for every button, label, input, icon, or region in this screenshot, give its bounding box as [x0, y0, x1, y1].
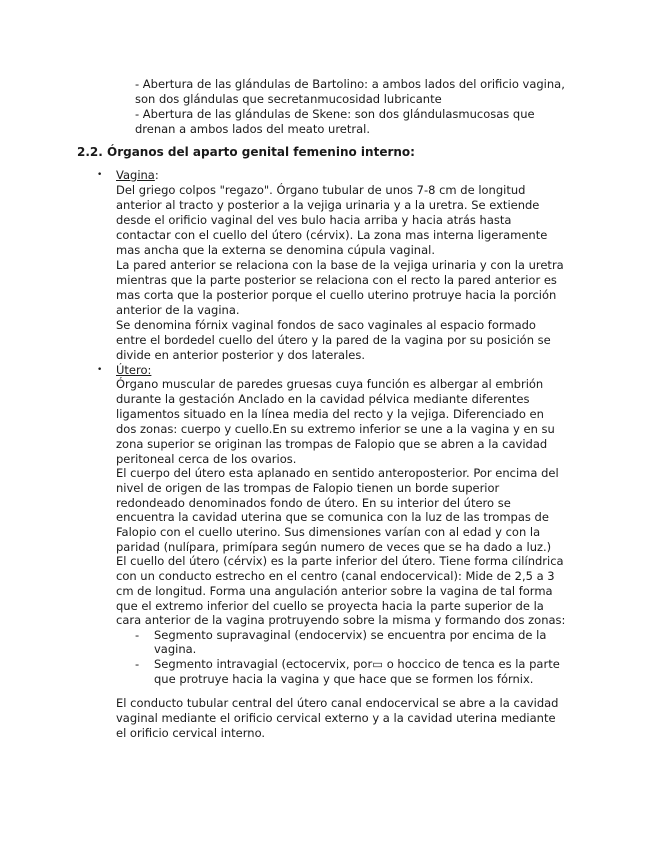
sub-item-line: Segmento intravagial (ectocervix, por▭ o hoccico de tenca es la parte: [154, 657, 560, 671]
bullet-icon: •: [97, 170, 103, 180]
closing-line: El conducto tubular central del útero canal endocervical se abre a la cavidad: [116, 696, 559, 710]
vagina-line: mientras que la parte posterior se relaciona con el recto la pared anterior es: [116, 273, 557, 287]
utero-line: Órgano muscular de paredes gruesas cuya función es albergar al embrión: [116, 377, 544, 391]
dash-icon: -: [135, 628, 140, 642]
utero-line: ligamentos situado en la línea media del recto y la vejiga. Diferenciado en: [116, 407, 544, 421]
vagina-line: Se denomina fórnix vaginal fondos de saco vaginales al espacio formado: [116, 318, 536, 332]
vagina-line: Del griego colpos "regazo". Órgano tubular de unos 7-8 cm de longitud: [116, 183, 526, 197]
utero-title: Útero:: [116, 363, 152, 377]
vagina-line: desde el orificio vaginal del ves bulo hacia arriba y hacia atrás hasta: [116, 213, 512, 227]
utero-line: con un conducto estrecho en el centro (canal endocervical): Mide de 2,5 a 3: [116, 569, 555, 583]
bullet-icon: •: [97, 365, 103, 375]
top-list-line: - Abertura de las glándulas de Skene: son dos glándulasmucosas que: [135, 107, 535, 121]
utero-line: cm de longitud. Forma una angulación anterior sobre la vagina de tal forma: [116, 584, 553, 598]
vagina-title-text: Vagina: [116, 168, 155, 182]
utero-line: zona superior se originan las trompas de Falopio que se abren a la cavidad: [116, 437, 548, 451]
utero-line: peritoneal cerca de los ovarios.: [116, 452, 297, 466]
utero-line: cara anterior de la vagina protruyendo sobre la misma y formando dos zonas:: [116, 613, 566, 627]
vagina-line: La pared anterior se relaciona con la base de la vejiga urinaria y con la uretra: [116, 258, 564, 272]
utero-line: Falopio con el cuello uterino. Sus dimensiones varían con al edad y con la: [116, 525, 541, 539]
section-heading: 2.2. Órganos del aparto genital femenino interno:: [77, 145, 415, 159]
dash-icon: -: [135, 657, 140, 671]
utero-line: paridad (nulípara, primípara según numero de veces que se ha dado a luz.): [116, 540, 552, 554]
utero-line: El cuello del útero (cérvix) es la parte inferior del útero. Tiene forma cilíndrica: [116, 554, 564, 568]
sub-item-line: Segmento supravaginal (endocervix) se encuentra por encima de la: [154, 628, 547, 642]
closing-line: vaginal mediante el orificio cervical externo y a la cavidad uterina mediante: [116, 711, 556, 725]
vagina-title: [116, 168, 159, 182]
utero-line: durante la gestación Anclado en la cavidad pélvica mediante diferentes: [116, 392, 530, 406]
utero-line: El cuerpo del útero esta aplanado en sentido anteroposterior. Por encima del: [116, 466, 559, 480]
top-list-line: drenan a ambos lados del meato uretral.: [135, 122, 371, 136]
sub-item-line: que protruye hacia la vagina y que hace que se formen los fórnix.: [154, 672, 534, 686]
sub-item-line: vagina.: [154, 642, 197, 656]
utero-line: dos zonas: cuerpo y cuello.En su extremo inferior se une a la vagina y en su: [116, 422, 555, 436]
top-list-line: - Abertura de las glándulas de Bartolino: a ambos lados del orificio vagina,: [135, 77, 565, 91]
vagina-title-suffix: :: [154, 168, 159, 182]
vagina-line: mas corta que la posterior porque el cuello uterino protruye hacia la porción: [116, 288, 557, 302]
top-list-line: son dos glándulas que secretanmucosidad lubricante: [135, 92, 442, 106]
utero-line: redondeado denominados fondo de útero. En su interior del útero se: [116, 496, 511, 510]
closing-line: el orificio cervical interno.: [116, 726, 266, 740]
vagina-line: divide en anterior posterior y dos laterales.: [116, 348, 366, 362]
utero-line: encuentra la cavidad uterina que se comunica con la luz de las trompas de: [116, 510, 549, 524]
vagina-line: mas ancha que la externa se denomina cúpula vaginal.: [116, 243, 435, 257]
vagina-line: entre el bordedel cuello del útero y la pared de la vagina por su posición se: [116, 333, 551, 347]
vagina-line: anterior de la vagina.: [116, 303, 240, 317]
vagina-line: anterior al tracto y posterior a la vejiga urinaria y a la uretra. Se extiende: [116, 198, 540, 212]
utero-line: que el extremo inferior del cuello se proyecta hacia la parte superior de la: [116, 599, 544, 613]
utero-line: nivel de origen de las trompas de Falopio tienen un borde superior: [116, 481, 500, 495]
vagina-line: contactar con el cuello del útero (cérvix). La zona mas interna ligeramente: [116, 228, 548, 242]
